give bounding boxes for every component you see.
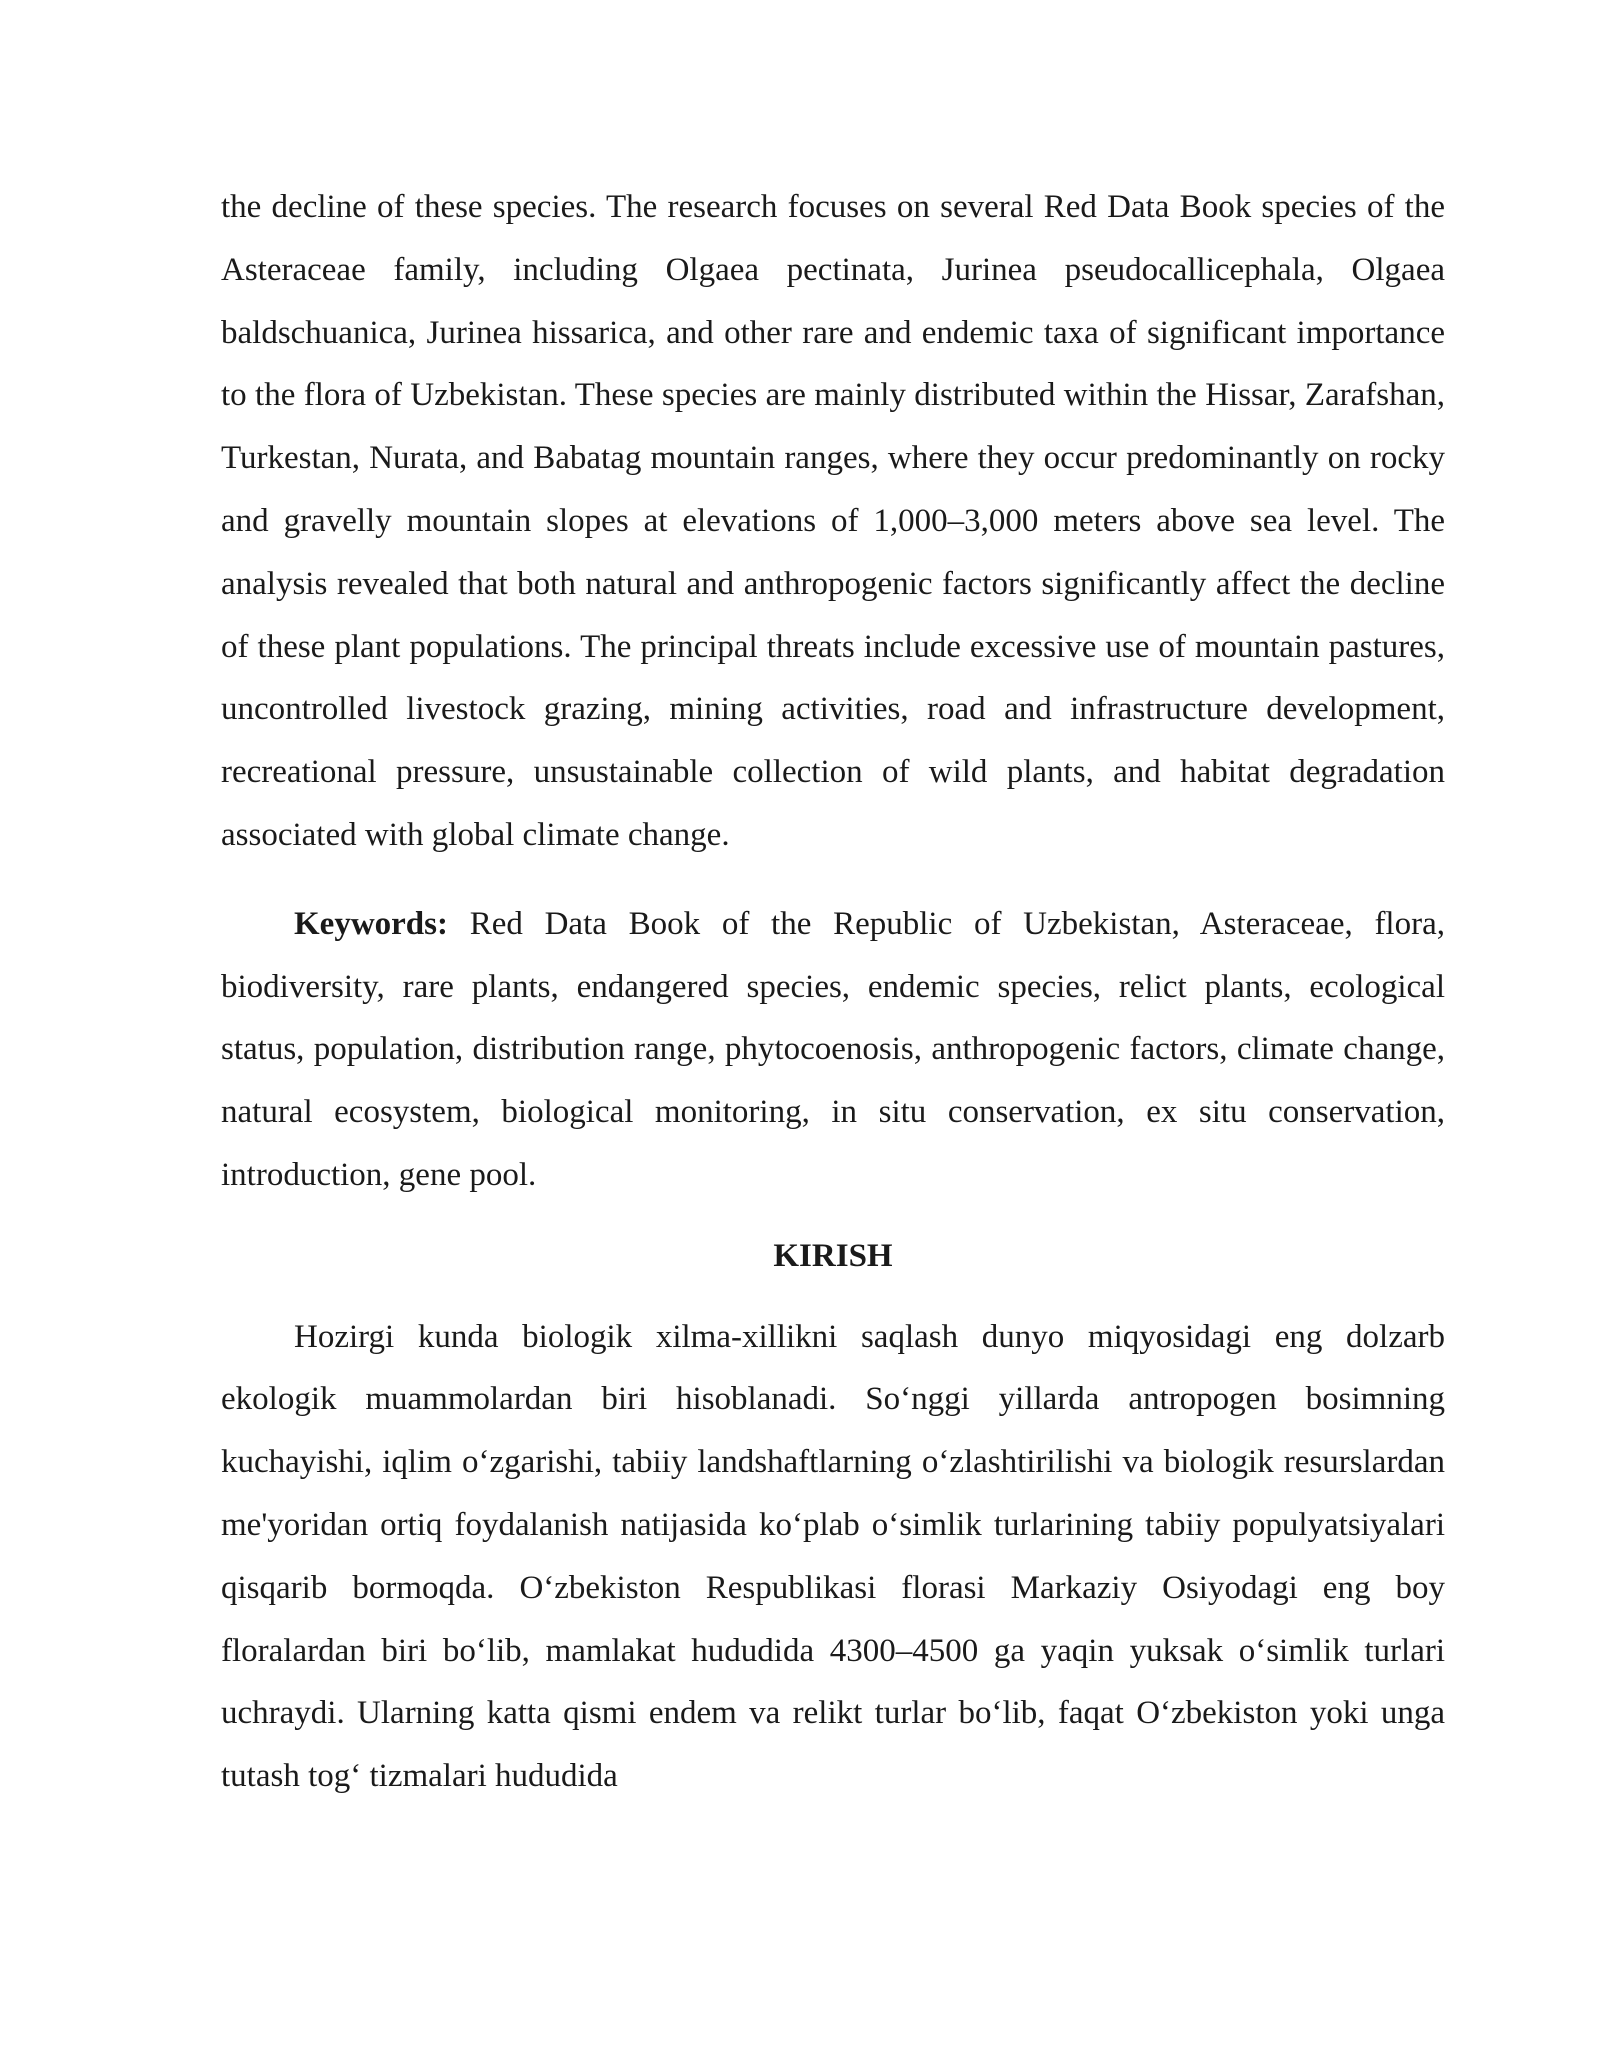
keywords-label: Keywords: bbox=[294, 905, 448, 942]
section-heading: KIRISH bbox=[773, 1237, 893, 1274]
keywords-text: Red Data Book of the Republic of Uzbekistan, Asteraceae, flora, biodiversity, rare plants, endangered species, endemic species, relict plants, ecological status, population, distribution range, phytocoenosis, anthropogenic factors, climate change, natural ecosystem, biological monitoring, in situ conservation, ex situ conservation, introduction, gene pool. bbox=[221, 905, 1445, 1193]
intro-paragraph: Hozirgi kunda biologik xilma-xillikni saqlash dunyo miqyosidagi eng dolzarb ekologik muammolardan biri hisoblanadi. So‘nggi yillarda antropogen bosimning kuchayishi, iqlim o‘zgarishi, tabiiy landshaftlarning o‘zlashtirilishi va biologik resurslardan me'yoridan ortiq foydalanish natijasida ko‘plab o‘simlik turlarining tabiiy populyatsiyalari qisqarib bormoqda. O‘zbekiston Respublikasi florasi Markaziy Osiyodagi eng boy floralardan biri bo‘lib, mamlakat hududida 4300–4500 ga yaqin yuksak o‘simlik turlari uchraydi. Ularning katta qismi endem va relikt turlar bo‘lib, faqat O‘zbekiston yoki unga tutash tog‘ tizmalari hududida bbox=[221, 1318, 1445, 1795]
abstract-paragraph: the decline of these species. The research focuses on several Red Data Book species of the Asteraceae family, including Olgaea pectinata, Jurinea pseudocallicephala, Olgaea baldschuanica, Jurinea hissarica, and other rare and endemic taxa of significant importance to the flora of Uzbekistan. These species are mainly distributed within the Hissar, Zarafshan, Turkestan, Nurata, and Babatag mountain ranges, where they occur predominantly on rocky and gravelly mountain slopes at elevations of 1,000–3,000 meters above sea level. The analysis revealed that both natural and anthropogenic factors significantly affect the decline of these plant populations. The principal threats include excessive use of mountain pastures, uncontrolled livestock grazing, mining activities, road and infrastructure development, recreational pressure, unsustainable collection of wild plants, and habitat degradation associated with global climate change. bbox=[221, 189, 1445, 853]
keywords-paragraph bbox=[221, 893, 1445, 1207]
text-column bbox=[221, 176, 1445, 1808]
